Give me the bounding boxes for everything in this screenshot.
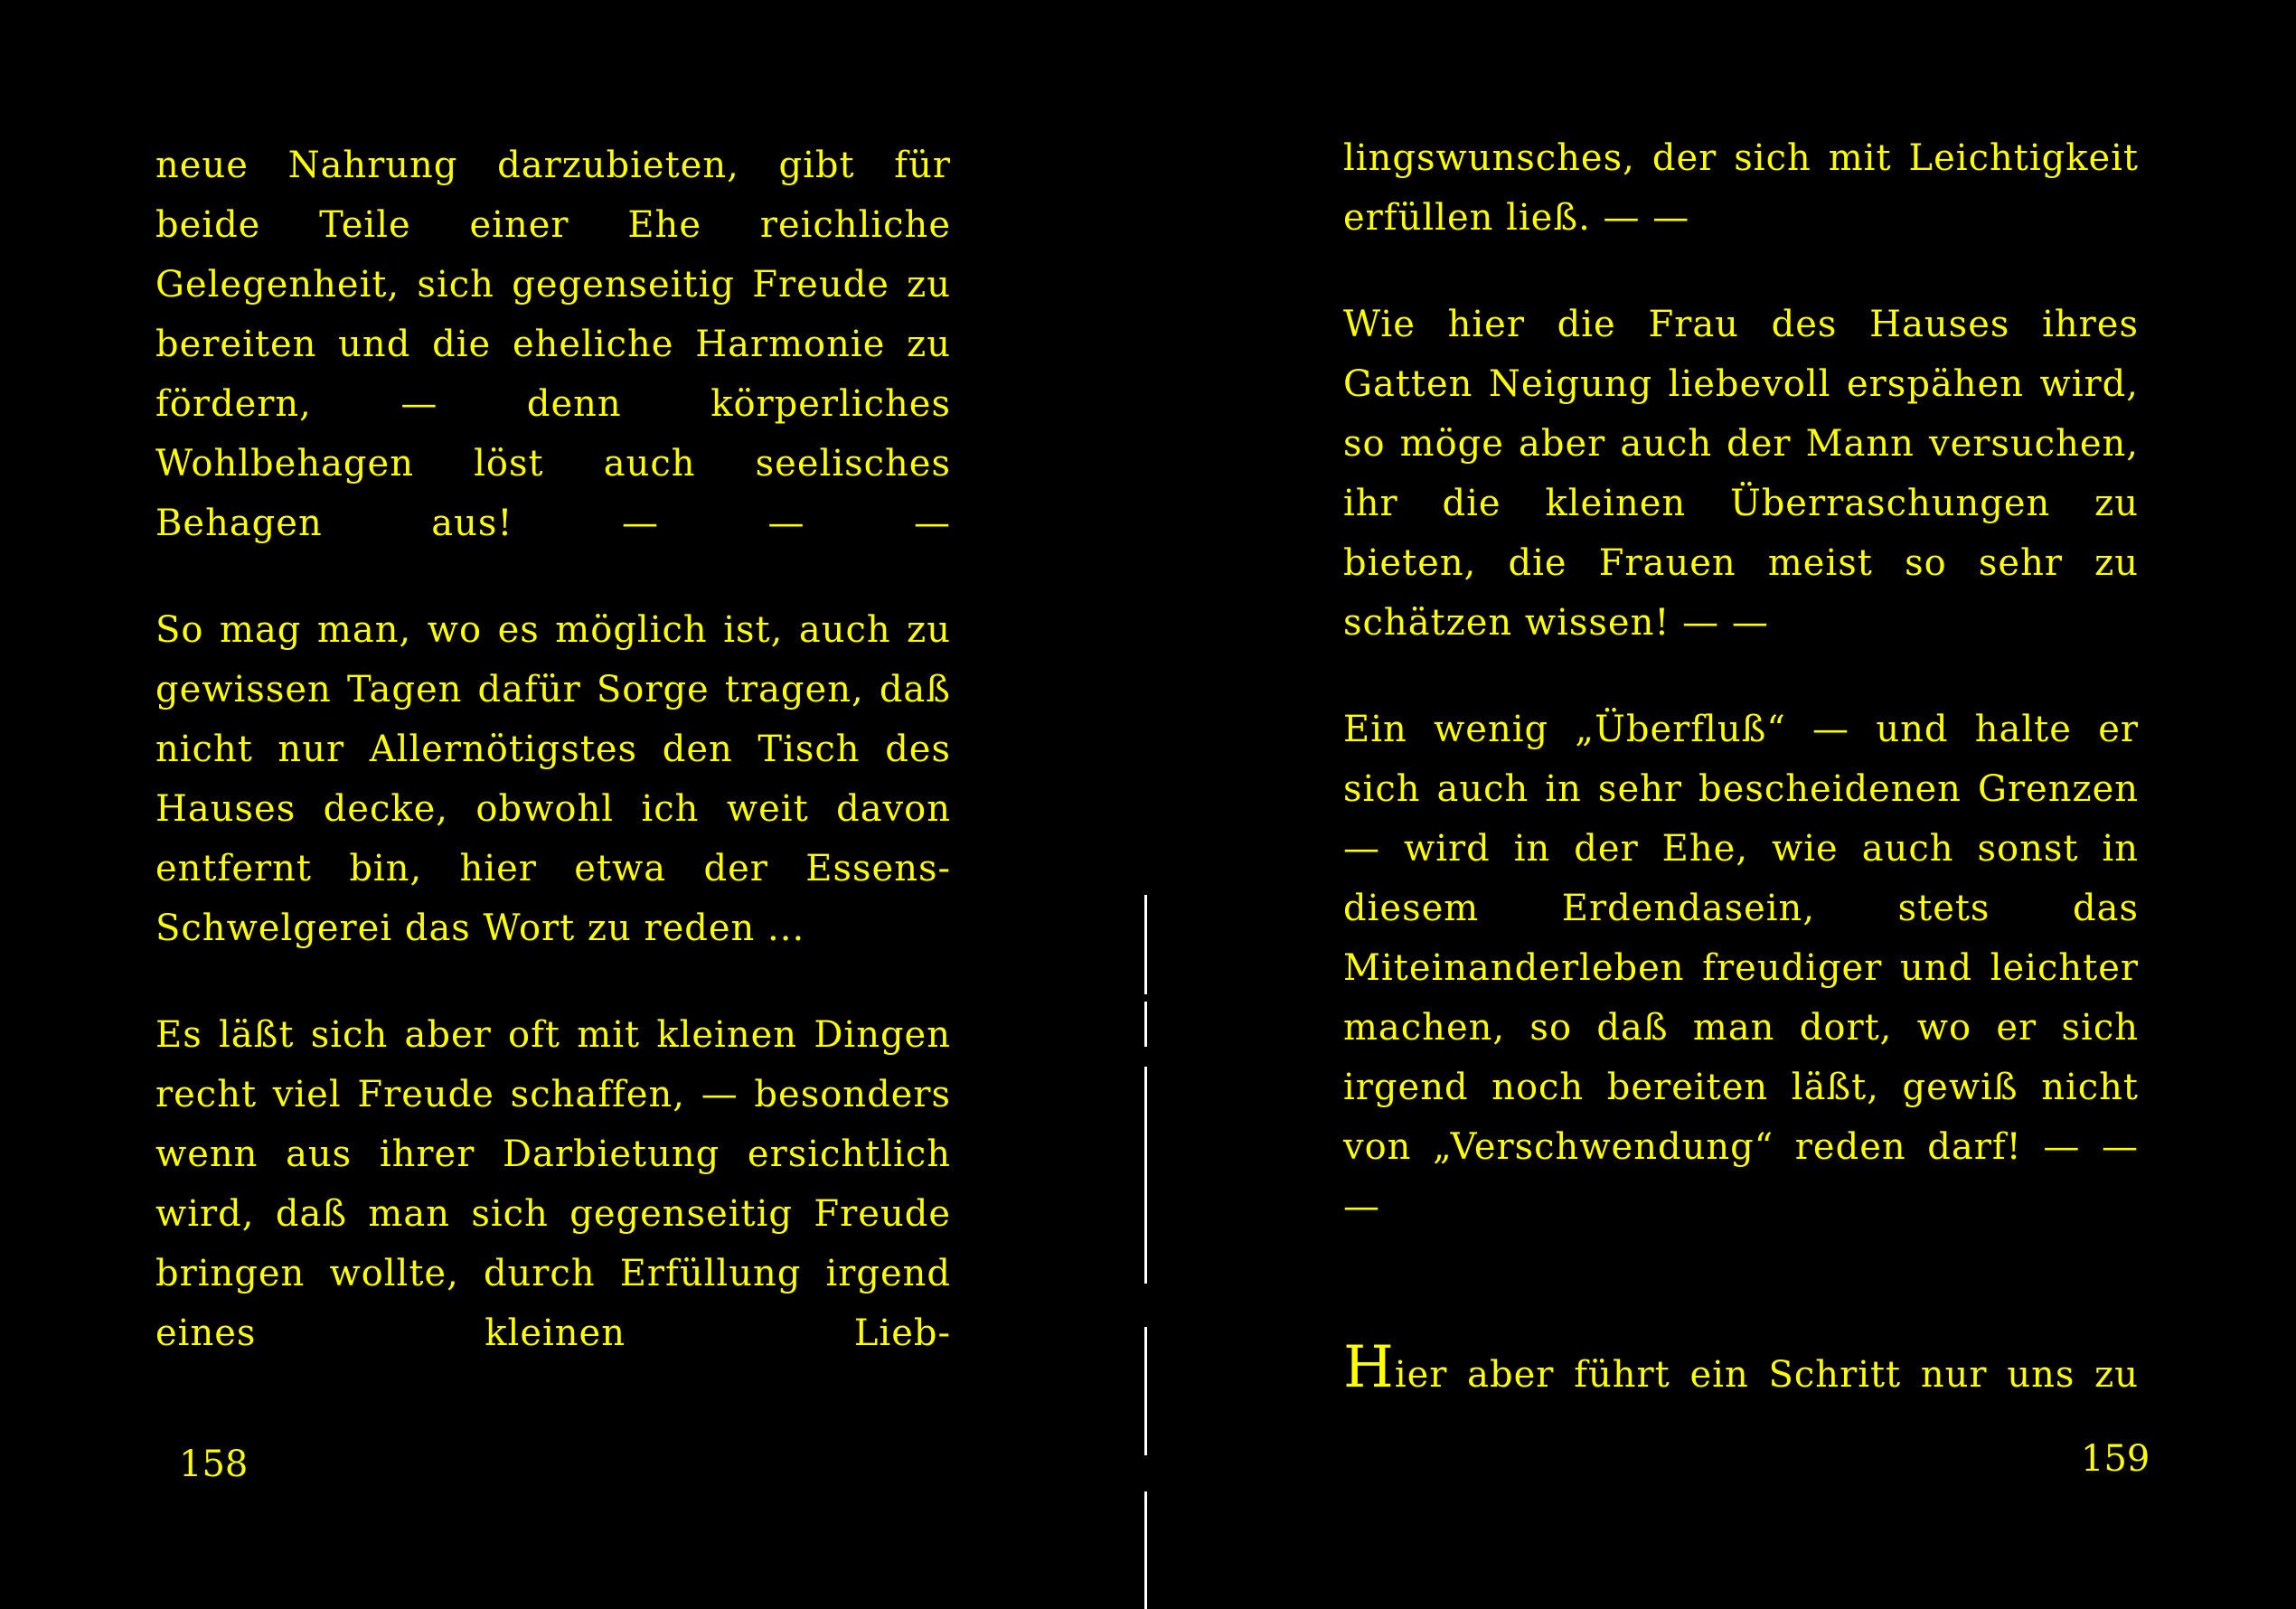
gutter-line	[1144, 1067, 1147, 1284]
right-paragraph-1: lingswunsches, der sich mit Leichtigkeit erfüllen ließ. — —	[1343, 137, 2139, 239]
left-page	[0, 0, 1130, 1609]
page-number-left: 158	[179, 1444, 249, 1485]
right-page-text	[1343, 128, 2139, 1405]
gutter-line	[1144, 1327, 1147, 1455]
left-paragraph-1: neue Nahrung darzubieten, gibt für beide Teile einer Ehe reichliche Gelegenheit, sich gegenseitig Freude zu bereiten und die eheliche Harmonie zu fördern, — denn körperliches Wohlbehagen löst auch seelisches Behagen aus! — — —	[155, 145, 951, 544]
left-paragraph-2: So mag man, wo es möglich ist, auch zu gewissen Tagen dafür Sorge tragen, daß nicht nur Allernötigstes den Tisch des Hauses decke, obwohl ich weit davon entfernt bin, hier etwa der Essens-Schwelgerei das Wort zu reden ...	[155, 609, 951, 949]
drop-initial: H	[1343, 1334, 1395, 1401]
gutter-line	[1144, 1491, 1147, 1609]
closing-line-text: ier aber führt ein Schritt nur uns zu	[1394, 1354, 2139, 1396]
gutter-line	[1144, 1002, 1147, 1047]
gutter-line	[1144, 895, 1147, 994]
right-paragraph-3: Ein wenig „Überfluß“ — und halte er sich auch in sehr bescheidenen Grenzen — wird in der Ehe, wie auch sonst in diesem Erdendasein, stets das Miteinanderleben freudiger und leichter machen, so daß man dort, wo er sich irgend noch bereiten läßt, gewiß nicht von „Verschwendung“ reden darf! — — —	[1343, 709, 2139, 1228]
left-paragraph-3: Es läßt sich aber oft mit kleinen Dingen recht viel Freude schaffen, — besonders wenn aus ihrer Darbietung ersichtlich wird, daß man sich gegenseitig Freude bringen wollte, durch Erfüllung irgend eines kleinen Lieb-	[155, 1014, 951, 1354]
right-page	[1166, 0, 2296, 1609]
closing-line	[1343, 1334, 2139, 1405]
right-paragraph-2: Wie hier die Frau des Hauses ihres Gatten Neigung liebevoll erspähen wird, so möge aber auch der Mann versuchen, ihr die kleinen Überraschungen zu bieten, die Frauen meist so sehr zu schätzen wissen! — —	[1343, 304, 2139, 644]
left-page-text	[155, 136, 951, 1363]
page-number-right: 159	[2081, 1438, 2150, 1480]
